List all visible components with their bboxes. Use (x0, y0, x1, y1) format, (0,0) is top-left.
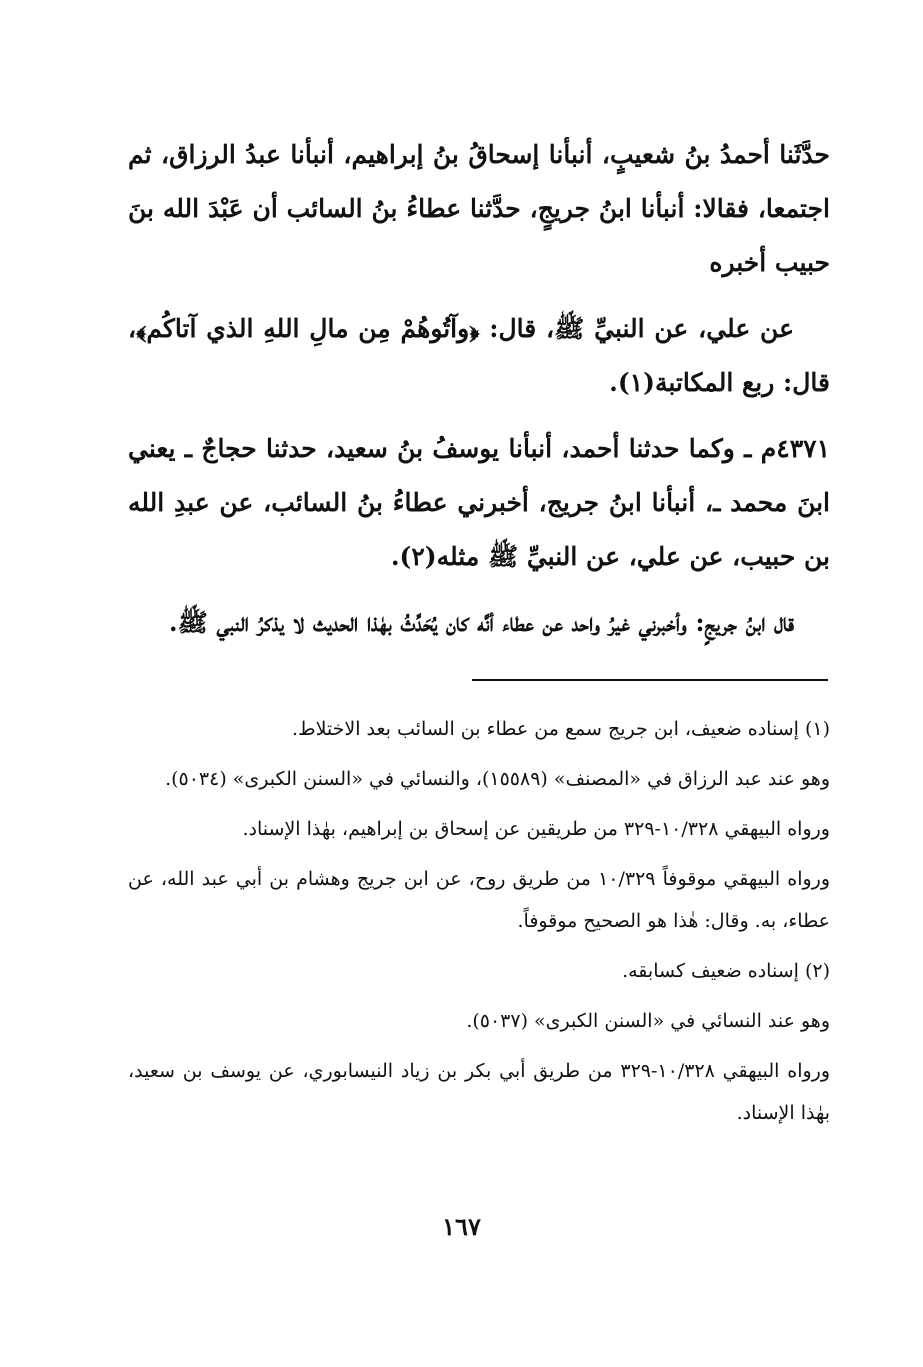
footnote-2-bayhaqi: ورواه البيهقي ١٠/٣٢٨-٣٢٩ من طريق أبي بكر بن زياد النيسابوري، عن يوسف بن سعيد، بهٰذا الإسناد. (128, 1060, 830, 1124)
footnote-1-bayhaqi-mawquf: ورواه البيهقي موقوفاً ١٠/٣٢٩ من طريق روح، عن ابن جريج وهشام بن أبي عبد الله، عن عطاء، به. وقال: هٰذا هو الصحيح موقوفاً. (128, 868, 830, 932)
page-number: ١٦٧ (442, 1212, 481, 1241)
footnote-1: (١) إسناده ضعيف، ابن جريج سمع من عطاء بن السائب بعد الاختلاط. (291, 718, 830, 740)
footnote-separator (472, 679, 828, 681)
footnote-1-bayhaqi: ورواه البيهقي ١٠/٣٢٨-٣٢٩ من طريقين عن إسحاق بن إبراهيم، بهٰذا الإسناد. (242, 818, 830, 840)
isnad-paragraph: حدَّثَنا أحمدُ بنُ شعيبٍ، أنبأنا إسحاقُ بنُ إبراهيم، أنبأنا عبدُ الرزاق، ثم اجتمعا، فقالا: أنبأنا ابنُ جريجٍ، حدَّثنا عطاءُ بنُ السائب أن عَبْدَ الله بنَ حبيب أخبره (128, 140, 830, 277)
footnote-1-source: وهو عند عبد الرزاق في «المصنف» (١٥٥٨٩)، والنسائي في «السنن الكبرى» (٥٠٣٤). (165, 768, 830, 790)
footnote-2-source: وهو عند النسائي في «السنن الكبرى» (٥٠٣٧). (466, 1010, 830, 1032)
hadith-paragraph: عن علي، عن النبيِّ ﷺ، قال: ﴿وآتُوهُمْ مِن مالِ اللهِ الذي آتاكُم﴾، قال: ربع المكاتبة(١). (128, 314, 830, 397)
main-text (128, 128, 830, 662)
hadith-4371m-paragraph: ٤٣٧١م ـ وكما حدثنا أحمد، أنبأنا يوسفُ بنُ سعيد، حدثنا حجاجٌ ـ يعني ابنَ محمد ـ، أنبأنا ابنُ جريج، أخبرني عطاءُ بنُ السائب، عن عبدِ الله بن حبيب، عن علي، عن النبيِّ ﷺ مثله(٢). (128, 434, 830, 571)
footnote-2: (٢) إسناده ضعيف كسابقه. (622, 960, 830, 982)
footnotes (128, 708, 830, 1142)
ibn-jurayj-paragraph: قال ابنُ جريجٍ: وأخبرني غيرُ واحد عن عطاء أنَّه كان يُحَدِّثُ بهٰذا الحديث لا يذكرُ النبي ﷺ. (168, 608, 794, 637)
